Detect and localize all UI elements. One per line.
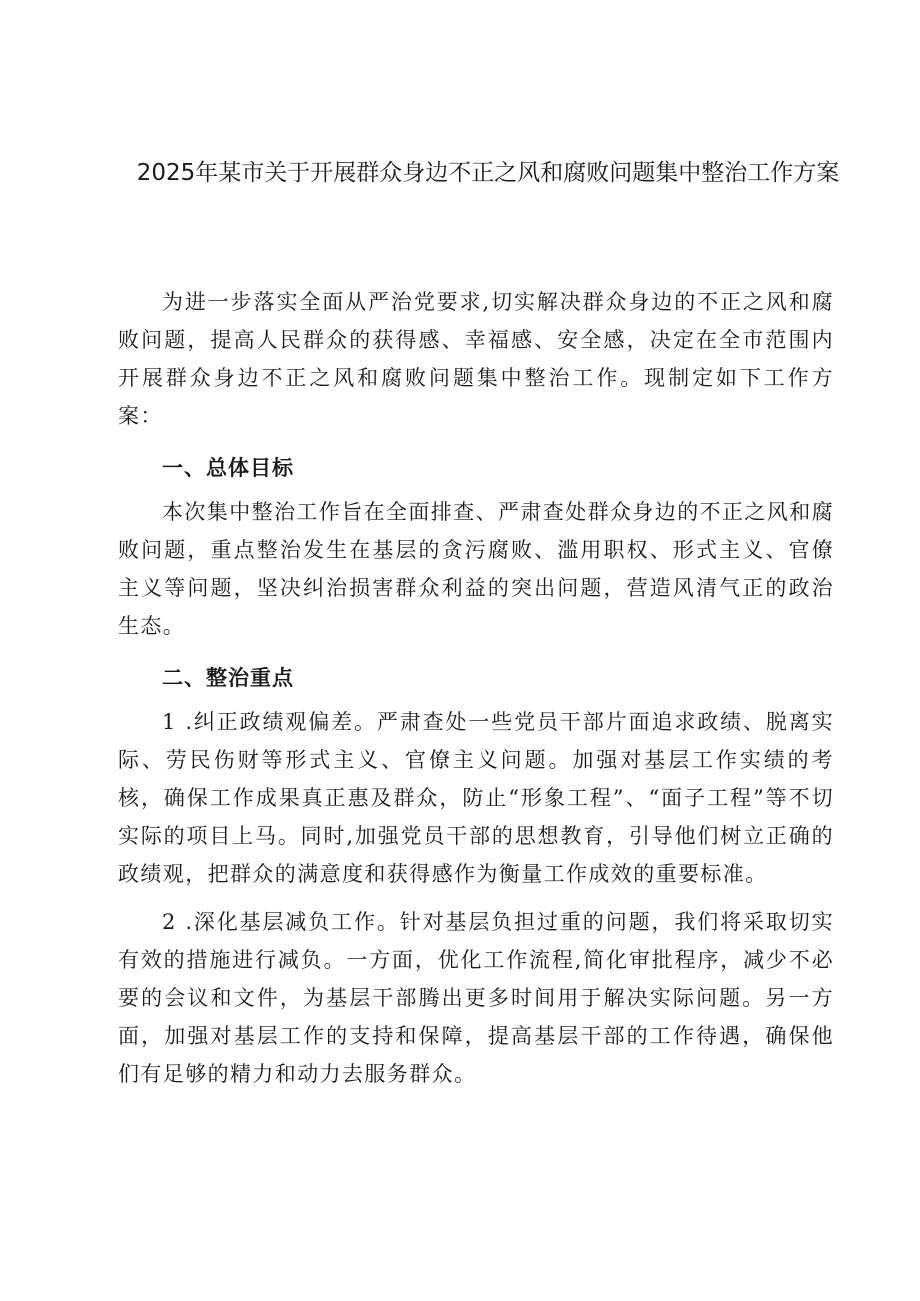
- section-heading-goals: 一、总体目标: [162, 456, 294, 480]
- goals-paragraph: 本次集中整治工作旨在全面排查、严肃查处群众身边的不正之风和腐败问题，重点整治发生在基层的贪污腐败、滥用职权、形式主义、官僚主义等问题，坚决纠治损害群众利益的突出问题，营造风清气正的政治生态。: [118, 500, 834, 638]
- document-title: 2025年某市关于开展群众身边不正之风和腐败问题集中整治工作方案: [136, 160, 840, 186]
- document-body: [118, 283, 834, 1093]
- focus-item-2: 2 .深化基层减负工作。针对基层负担过重的问题，我们将采取切实有效的措施进行减负。一方面，优化工作流程,简化审批程序，减少不必要的会议和文件，为基层干部腾出更多时间用于解决实际问题。另一方面，加强对基层工作的支持和保障，提高基层干部的工作待遇，确保他们有足够的精力和动力去服务群众。: [118, 910, 834, 1086]
- intro-paragraph: 为进一步落实全面从严治党要求,切实解决群众身边的不正之风和腐败问题，提高人民群众的获得感、幸福感、安全感，决定在全市范围内开展群众身边不正之风和腐败问题集中整治工作。现制定如下工作方案：: [118, 290, 834, 428]
- focus-item-1: 1 .纠正政绩观偏差。严肃查处一些党员干部片面追求政绩、脱离实际、劳民伤财等形式主义、官僚主义问题。加强对基层工作实绩的考核，确保工作成果真正惠及群众，防止“形象工程”、“面子工程”等不切实际的项目上马。同时,加强党员干部的思想教育，引导他们树立正确的政绩观，把群众的满意度和获得感作为衡量工作成效的重要标准。: [118, 710, 834, 886]
- section-heading-focus: 二、整治重点: [162, 666, 294, 690]
